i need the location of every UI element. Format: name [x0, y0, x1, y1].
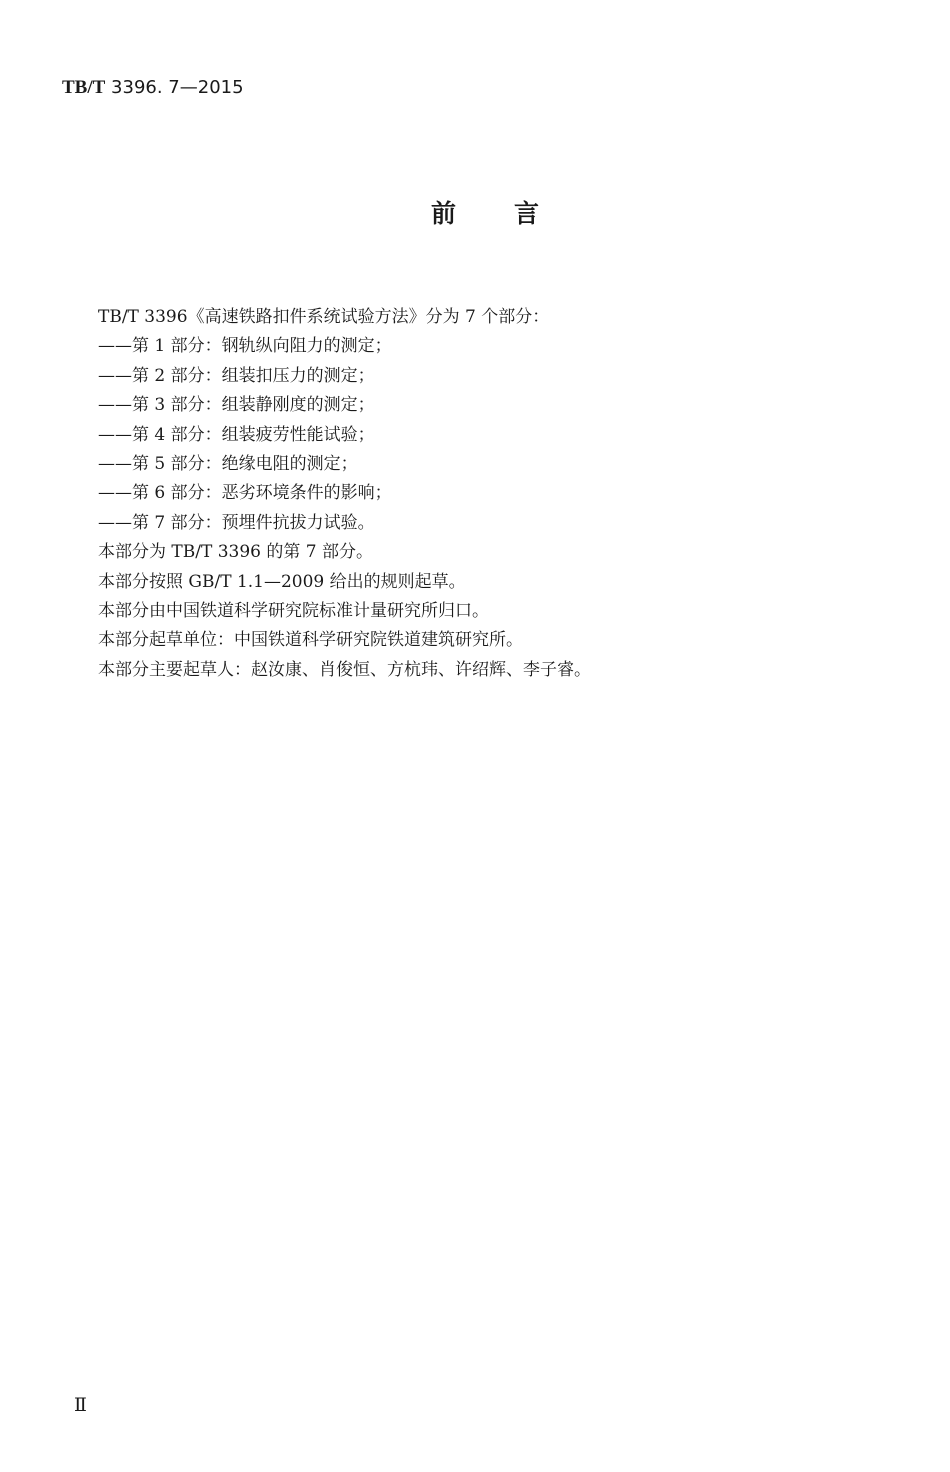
list-item-part-1: ——第 1 部分：钢轨纵向阻力的测定； — [98, 336, 392, 357]
paragraph-parts-intro: TB/T 3396《高速铁路扣件系统试验方法》分为 7 个部分： — [98, 307, 550, 327]
list-item-part-6: ——第 6 部分：恶劣环境条件的影响； — [98, 483, 392, 504]
paragraph-responsible-unit: 本部分由中国铁道科学研究院标准计量研究所归口。 — [98, 600, 489, 621]
paragraph-drafters: 本部分主要起草人：赵汝康、肖俊恒、方杭玮、许绍辉、李子睿。 — [98, 659, 591, 680]
list-item-part-4: ——第 4 部分：组装疲劳性能试验； — [98, 424, 375, 445]
standard-prefix: TB/T — [62, 77, 106, 98]
paragraph-drafting-unit: 本部分起草单位：中国铁道科学研究院铁道建筑研究所。 — [98, 630, 523, 651]
list-item-part-5: ——第 5 部分：绝缘电阻的测定； — [98, 453, 358, 474]
standard-number: 3396. 7—2015 — [105, 77, 244, 98]
list-item-part-2: ——第 2 部分：组装扣压力的测定； — [98, 365, 375, 386]
paragraph-drafting-rules: 本部分按照 GB/T 1.1—2009 给出的规则起草。 — [98, 571, 466, 592]
list-item-part-3: ——第 3 部分：组装静刚度的测定； — [98, 395, 375, 416]
page-title: 前言 — [430, 199, 597, 228]
standard-code-header — [62, 76, 244, 100]
page-number: Ⅱ — [74, 1394, 87, 1416]
list-item-part-7: ——第 7 部分：预埋件抗拔力试验。 — [98, 512, 375, 533]
paragraph-this-part: 本部分为 TB/T 3396 的第 7 部分。 — [98, 542, 373, 563]
preface-body — [98, 303, 898, 685]
